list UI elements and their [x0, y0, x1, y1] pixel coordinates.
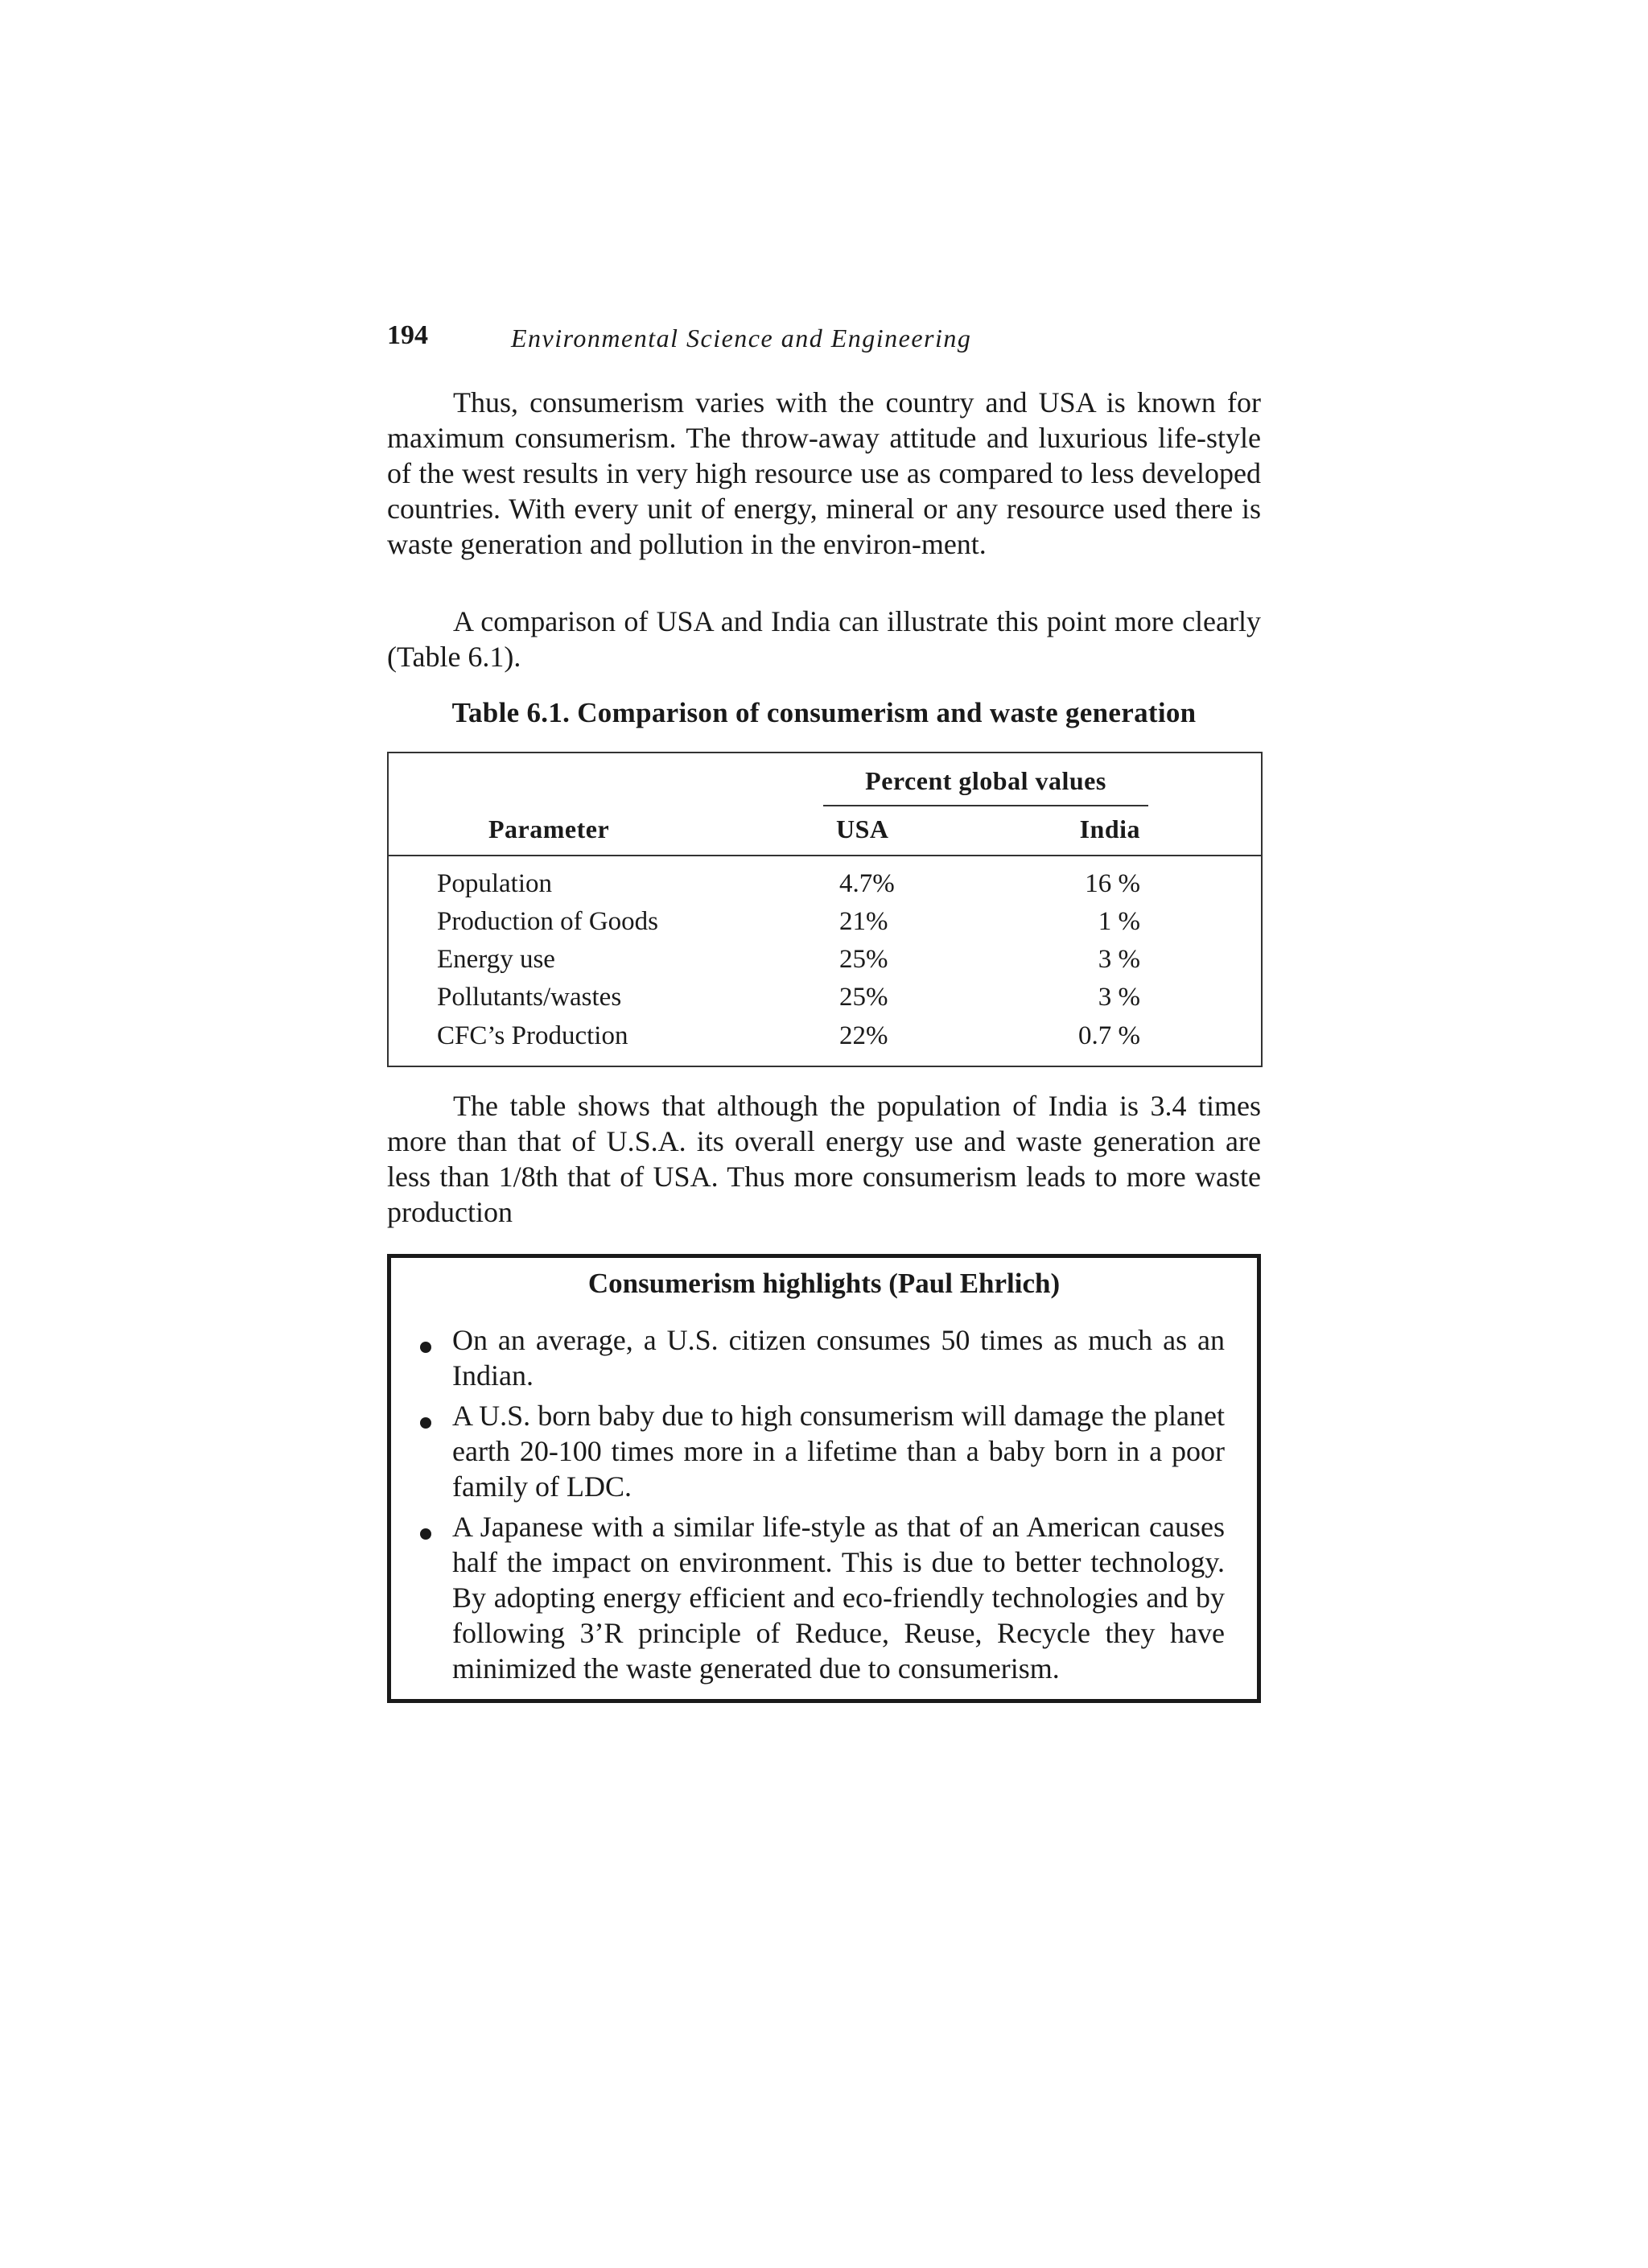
cell-usa: 21% [839, 907, 888, 936]
group-header-rule [823, 805, 1148, 806]
paragraph-comparison-intro: A comparison of USA and India can illustrate this point more clearly (Table 6.1). [387, 605, 1261, 673]
table-row [389, 869, 1261, 906]
table-caption: Table 6.1. Comparison of consumerism and waste generation [451, 697, 1197, 728]
cell-india: 16 % [1085, 869, 1140, 898]
table-row [389, 1021, 1261, 1058]
highlight-item: On an average, a U.S. citizen consumes 50 times as much as an Indian. [452, 1324, 1225, 1392]
cell-parameter: Population [437, 869, 553, 898]
table-row [389, 907, 1261, 944]
highlights-title: Consumerism highlights (Paul Ehrlich) [587, 1268, 1061, 1299]
table-row [389, 983, 1261, 1020]
bullet-icon [420, 1417, 431, 1429]
cell-usa: 25% [839, 945, 888, 974]
cell-india: 3 % [1098, 945, 1140, 974]
table-row [389, 945, 1261, 982]
cell-india: 1 % [1098, 907, 1140, 936]
running-head [387, 320, 1261, 357]
paragraph-table-summary: The table shows that although the population of India is 3.4 times more than that of U.S.A. its overall energy use and waste generation are less than 1/8th that of USA. Thus more consumerism leads to more waste production [387, 1090, 1261, 1228]
header-rule [389, 855, 1261, 856]
highlight-item: A Japanese with a similar life-style as that of an American causes half the impact on environment. This is due to better technology. By adopting energy efficient and eco-friendly technologies and by following 3’R principle of Reduce, Reuse, Recycle they have minimized the waste generated due to consumerism. [452, 1511, 1225, 1685]
cell-usa: 25% [839, 983, 888, 1012]
column-header-india: India [1079, 814, 1140, 843]
cell-parameter: Energy use [437, 945, 555, 974]
column-header-parameter: Parameter [488, 814, 610, 843]
cell-usa: 22% [839, 1021, 888, 1050]
cell-india: 0.7 % [1078, 1021, 1140, 1050]
paragraph-consumerism-intro: Thus, consumerism varies with the country and USA is known for maximum consumerism. The throw-away attitude and luxurious life-style of the west results in very high resource use as compared to less developed countries. With every unit of energy, mineral or any resource used there is waste generation and pollution in the environ-ment. [387, 386, 1261, 560]
highlight-item: A U.S. born baby due to high consumerism will damage the planet earth 20-100 times more in a lifetime than a baby born in a poor family of LDC. [452, 1400, 1225, 1503]
table-group-header: Percent global values [865, 766, 1106, 795]
cell-parameter: Production of Goods [437, 907, 658, 936]
cell-usa: 4.7% [839, 869, 895, 898]
cell-parameter: Pollutants/wastes [437, 983, 622, 1012]
page-number: 194 [387, 320, 428, 350]
book-title: Environmental Science and Engineering [511, 324, 972, 353]
column-header-usa: USA [836, 814, 889, 843]
cell-india: 3 % [1098, 983, 1140, 1012]
cell-parameter: CFC’s Production [437, 1021, 628, 1050]
highlights-box [387, 1254, 1261, 1703]
bullet-icon [420, 1528, 431, 1540]
comparison-table [387, 752, 1263, 1067]
bullet-icon [420, 1342, 431, 1353]
